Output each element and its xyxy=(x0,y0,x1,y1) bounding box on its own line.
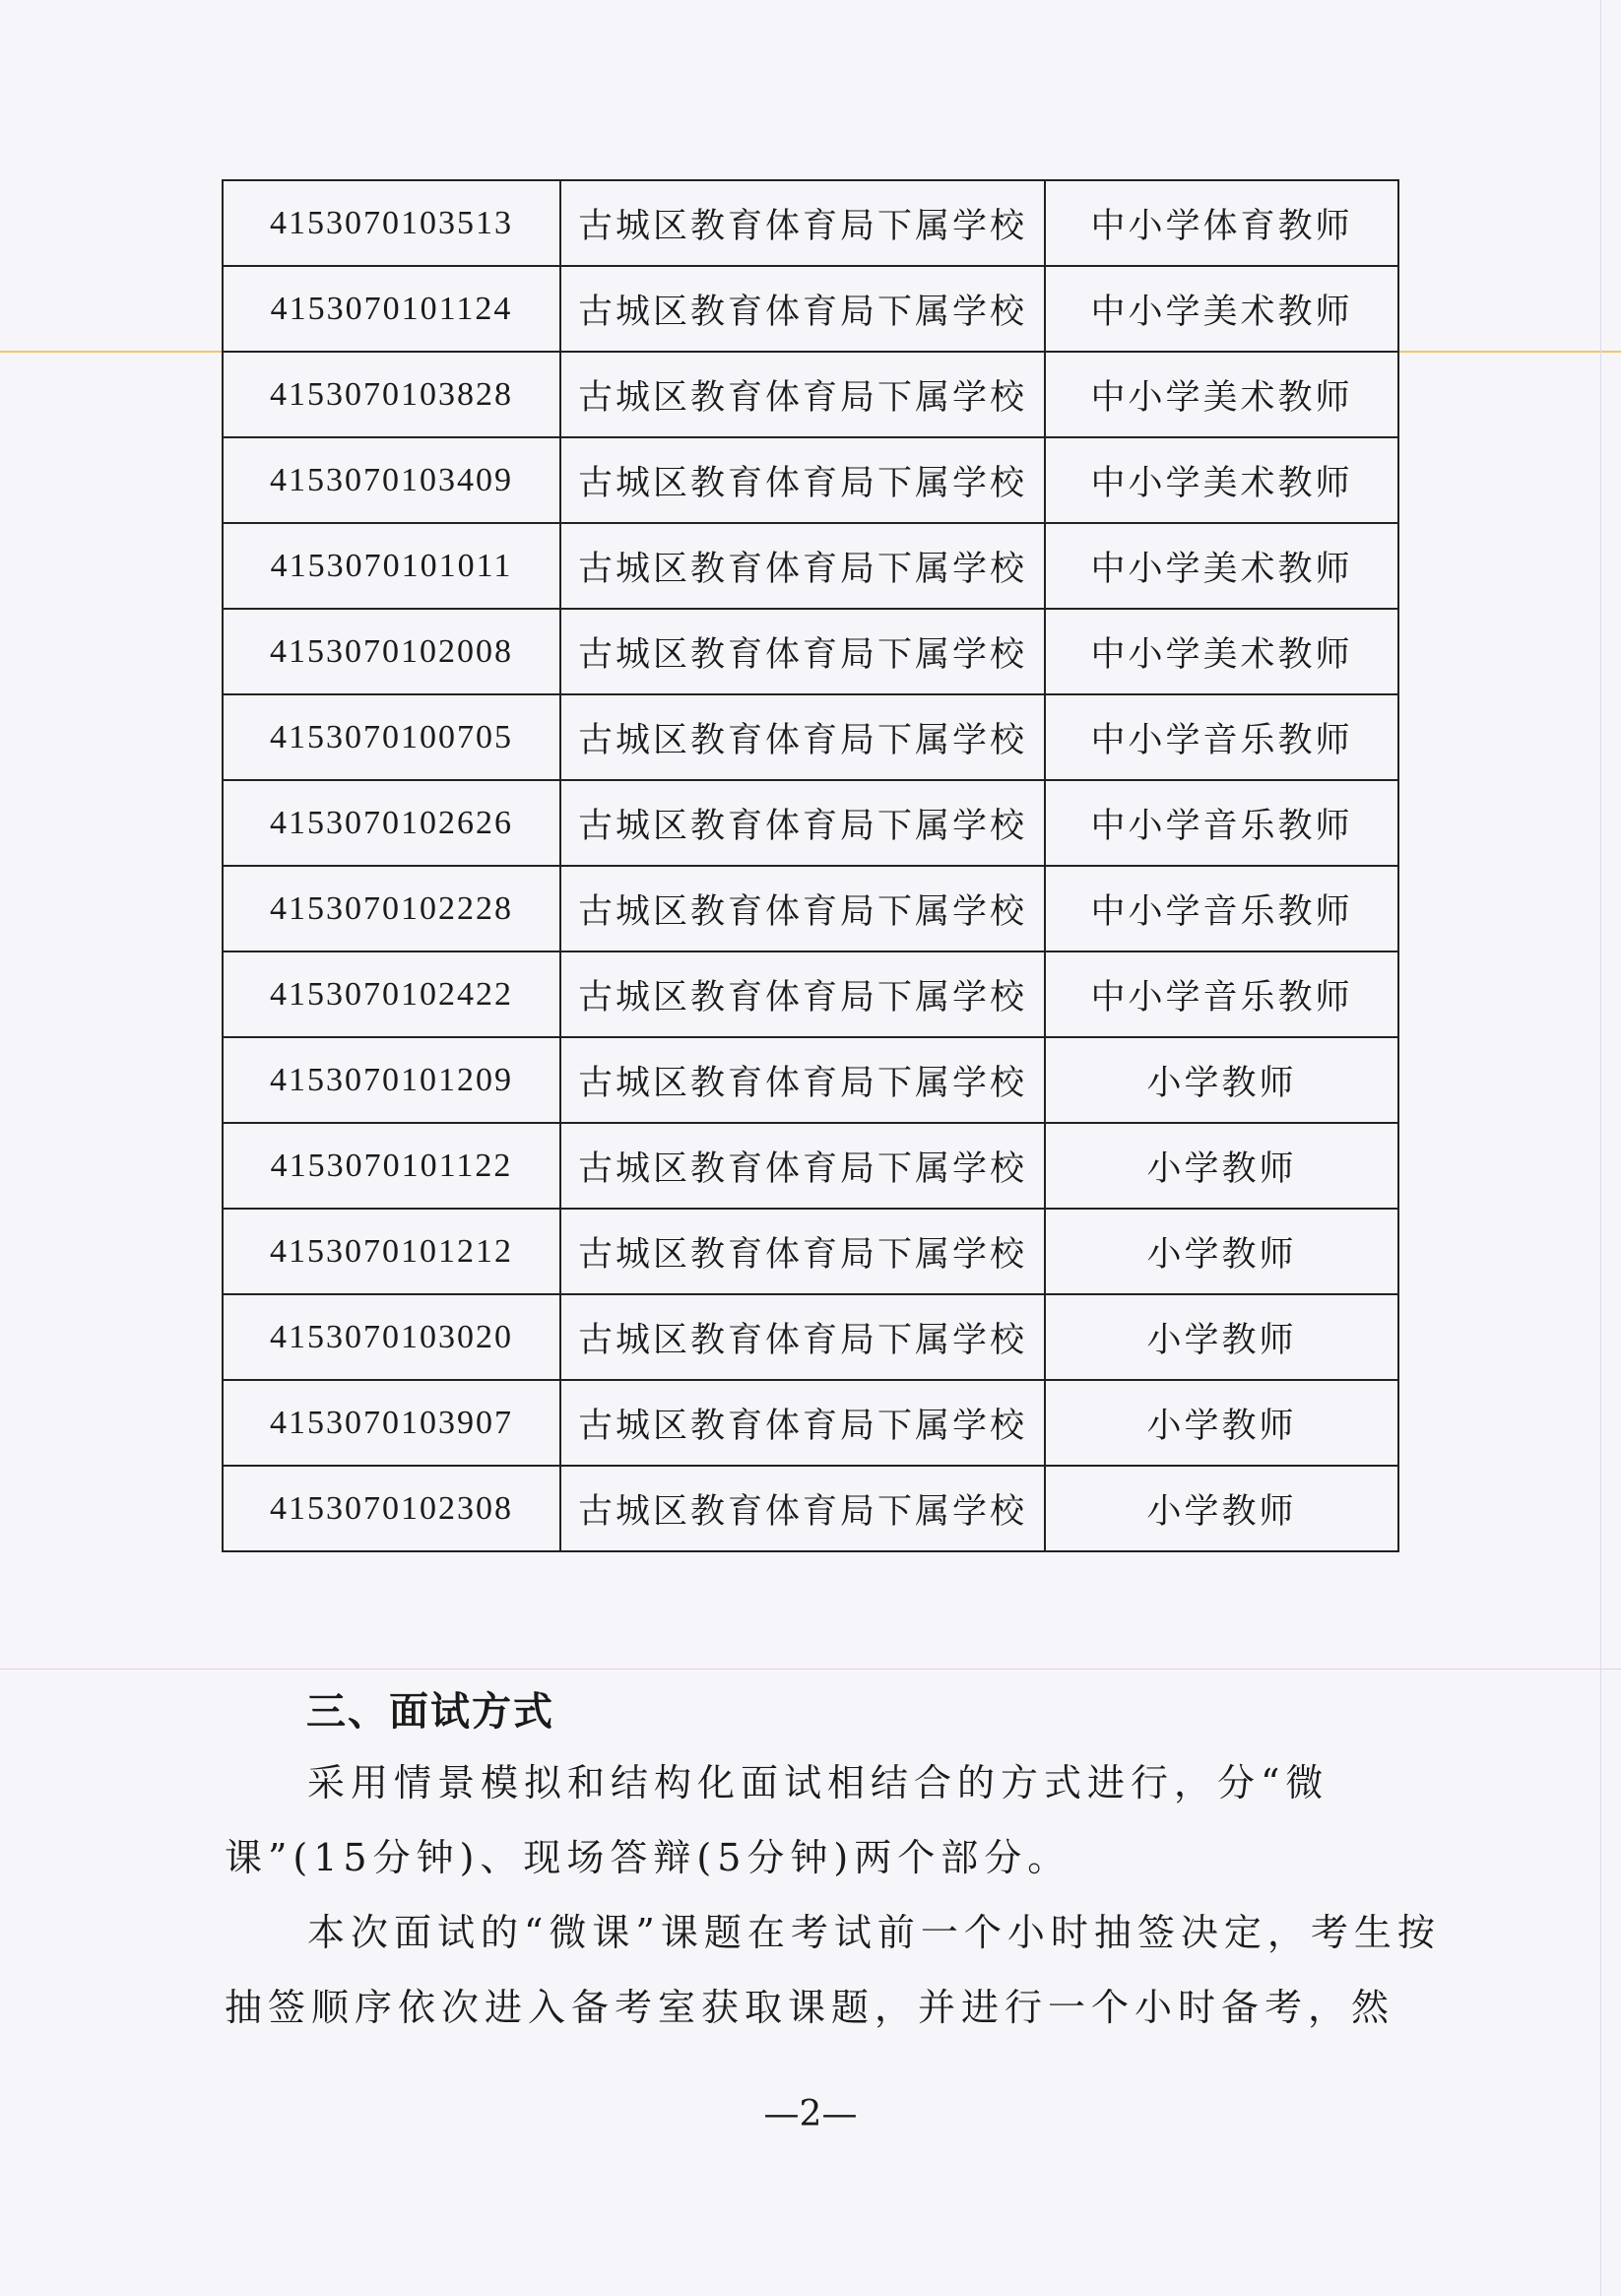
table-row xyxy=(223,1380,1398,1466)
candidate-table-body xyxy=(223,180,1398,1551)
employer-unit-cell: 古城区教育体育局下属学校 xyxy=(560,1037,1045,1123)
section-title: 三、面试方式 xyxy=(306,1688,554,1735)
position-cell: 中小学音乐教师 xyxy=(1045,780,1398,866)
position-cell: 小学教师 xyxy=(1045,1294,1398,1380)
candidate-id-cell: 4153070102008 xyxy=(223,609,560,694)
candidate-id-cell: 4153070102626 xyxy=(223,780,560,866)
candidate-id-cell: 4153070101209 xyxy=(223,1037,560,1123)
candidate-id-cell: 4153070102422 xyxy=(223,951,560,1037)
position-cell: 小学教师 xyxy=(1045,1466,1398,1551)
position-cell: 中小学音乐教师 xyxy=(1045,866,1398,951)
table-row xyxy=(223,780,1398,866)
candidate-id-cell: 4153070101124 xyxy=(223,266,560,352)
candidate-id-cell: 4153070103907 xyxy=(223,1380,560,1466)
scan-edge-line xyxy=(1600,0,1601,2296)
employer-unit-cell: 古城区教育体育局下属学校 xyxy=(560,780,1045,866)
position-cell: 中小学美术教师 xyxy=(1045,352,1398,437)
candidate-id-cell: 4153070100705 xyxy=(223,694,560,780)
table-row xyxy=(223,609,1398,694)
table-row xyxy=(223,1123,1398,1209)
position-cell: 小学教师 xyxy=(1045,1037,1398,1123)
candidate-id-cell: 4153070101122 xyxy=(223,1123,560,1209)
position-cell: 中小学美术教师 xyxy=(1045,523,1398,609)
employer-unit-cell: 古城区教育体育局下属学校 xyxy=(560,180,1045,266)
candidate-id-cell: 4153070103828 xyxy=(223,352,560,437)
page-number: —2— xyxy=(763,2094,858,2134)
position-cell: 中小学美术教师 xyxy=(1045,437,1398,523)
candidate-id-cell: 4153070102228 xyxy=(223,866,560,951)
table-row xyxy=(223,866,1398,951)
employer-unit-cell: 古城区教育体育局下属学校 xyxy=(560,1466,1045,1551)
employer-unit-cell: 古城区教育体育局下属学校 xyxy=(560,866,1045,951)
candidate-table xyxy=(222,179,1399,1552)
candidate-id-cell: 4153070101212 xyxy=(223,1209,560,1294)
table-row xyxy=(223,180,1398,266)
table-row xyxy=(223,694,1398,780)
employer-unit-cell: 古城区教育体育局下属学校 xyxy=(560,437,1045,523)
position-cell: 中小学音乐教师 xyxy=(1045,694,1398,780)
position-cell: 小学教师 xyxy=(1045,1209,1398,1294)
table-row xyxy=(223,266,1398,352)
candidate-id-cell: 4153070101011 xyxy=(223,523,560,609)
table-row xyxy=(223,1209,1398,1294)
position-cell: 中小学美术教师 xyxy=(1045,266,1398,352)
table-row xyxy=(223,352,1398,437)
position-cell: 中小学体育教师 xyxy=(1045,180,1398,266)
employer-unit-cell: 古城区教育体育局下属学校 xyxy=(560,1380,1045,1466)
employer-unit-cell: 古城区教育体育局下属学校 xyxy=(560,352,1045,437)
table-row xyxy=(223,437,1398,523)
employer-unit-cell: 古城区教育体育局下属学校 xyxy=(560,1294,1045,1380)
position-cell: 中小学美术教师 xyxy=(1045,609,1398,694)
employer-unit-cell: 古城区教育体育局下属学校 xyxy=(560,1209,1045,1294)
employer-unit-cell: 古城区教育体育局下属学校 xyxy=(560,951,1045,1037)
position-cell: 中小学音乐教师 xyxy=(1045,951,1398,1037)
position-cell: 小学教师 xyxy=(1045,1123,1398,1209)
employer-unit-cell: 古城区教育体育局下属学校 xyxy=(560,694,1045,780)
employer-unit-cell: 古城区教育体育局下属学校 xyxy=(560,523,1045,609)
employer-unit-cell: 古城区教育体育局下属学校 xyxy=(560,1123,1045,1209)
scan-fold-line xyxy=(0,1669,1621,1670)
paragraph: 本次面试的“微课”课题在考试前一个小时抽签决定，考生按抽签顺序依次进入备考室获取课题，并进行一个小时备考，然 xyxy=(225,1911,1441,2029)
candidate-id-cell: 4153070103513 xyxy=(223,180,560,266)
paragraph: 采用情景模拟和结构化面试相结合的方式进行，分“微课”(15分钟)、现场答辩(5分钟)两个部分。 xyxy=(225,1761,1329,1879)
table-row xyxy=(223,1466,1398,1551)
table-row xyxy=(223,951,1398,1037)
table-row xyxy=(223,523,1398,609)
candidate-id-cell: 4153070102308 xyxy=(223,1466,560,1551)
position-cell: 小学教师 xyxy=(1045,1380,1398,1466)
table-row xyxy=(223,1294,1398,1380)
candidate-id-cell: 4153070103020 xyxy=(223,1294,560,1380)
candidate-id-cell: 4153070103409 xyxy=(223,437,560,523)
table-row xyxy=(223,1037,1398,1123)
employer-unit-cell: 古城区教育体育局下属学校 xyxy=(560,266,1045,352)
employer-unit-cell: 古城区教育体育局下属学校 xyxy=(560,609,1045,694)
